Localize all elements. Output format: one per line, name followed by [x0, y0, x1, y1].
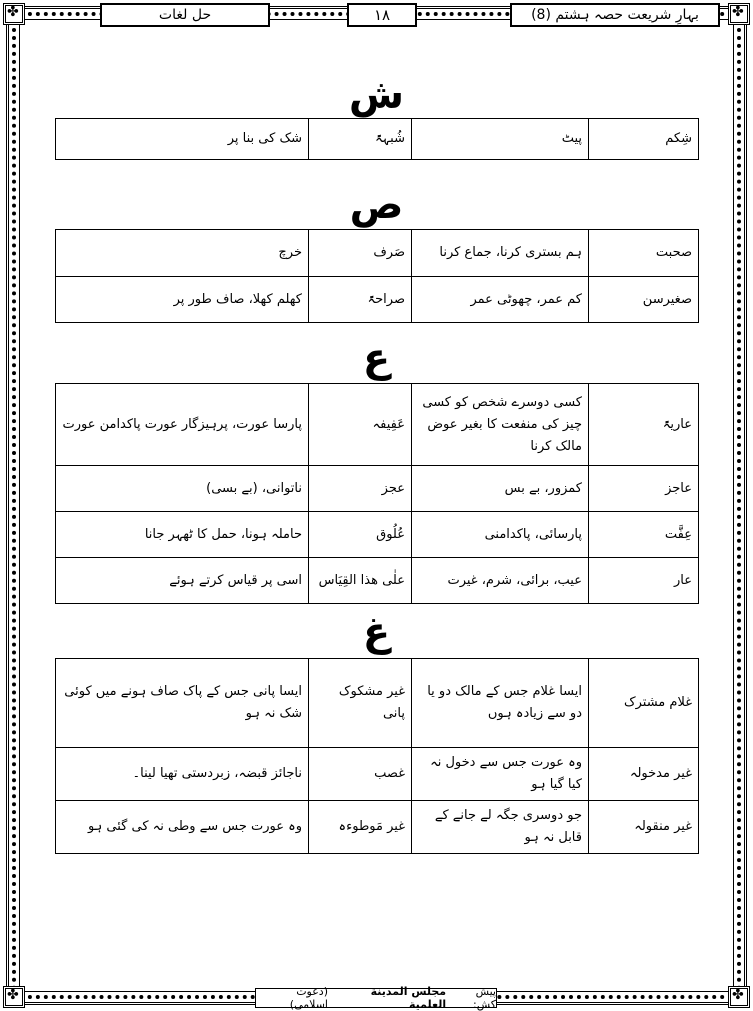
meaning-cell: ایسا پانی جس کے پاک صاف ہونے میں کوئی شک نہ ہو	[56, 659, 309, 748]
meaning-cell: پارسا عورت، پرہیزگار عورت پاکدامن عورت	[56, 384, 309, 466]
footer-org: مجلس المدينة العلمية	[370, 985, 447, 1011]
letter-heading-ain: ع	[362, 335, 391, 381]
table-row	[56, 801, 699, 854]
table-row	[56, 384, 699, 466]
corner-ornament-icon	[3, 3, 25, 25]
meaning-cell: شک کی بنا پر	[56, 119, 309, 160]
term-cell: عجز	[309, 466, 412, 512]
term-cell: شِکم	[589, 119, 699, 160]
term-cell: صَرف	[309, 230, 412, 277]
term-cell: صحبت	[589, 230, 699, 277]
meaning-cell: کھلم کھلا، صاف طور پر	[56, 277, 309, 323]
term-cell: غیر مدخولہ	[589, 748, 699, 801]
publisher-footer	[255, 985, 497, 1011]
term-cell: علٰی ھذا القِیَاس	[309, 558, 412, 604]
term-cell: غیر مَوطوءہ	[309, 801, 412, 854]
term-cell: صغیرسن	[589, 277, 699, 323]
term-cell: عاجز	[589, 466, 699, 512]
glossary-table-saad	[55, 229, 699, 323]
meaning-cell: کم عمر، چھوٹی عمر	[412, 277, 589, 323]
term-cell: غیر مشکوک پانی	[309, 659, 412, 748]
meaning-cell: کمزور، بے بس	[412, 466, 589, 512]
table-row	[56, 659, 699, 748]
meaning-cell: خرچ	[56, 230, 309, 277]
glossary-table-ain	[55, 383, 699, 604]
meaning-cell: ناتوانی، (بے بسی)	[56, 466, 309, 512]
glossary-table-sheen	[55, 118, 699, 160]
meaning-cell: وہ عورت جس سے دخول نہ کیا گیا ہو	[412, 748, 589, 801]
term-cell: صراحۃً	[309, 277, 412, 323]
book-title: بہارِ شریعت حصہ ہشتم (8)	[510, 3, 720, 27]
meaning-cell: پیٹ	[412, 119, 589, 160]
table-row	[56, 230, 699, 277]
meaning-cell: ہم بستری کرنا، جماع کرنا	[412, 230, 589, 277]
section-title: حل لغات	[100, 3, 270, 27]
term-cell: عَفِیفہ	[309, 384, 412, 466]
page-number: ۱۸	[347, 3, 417, 27]
footer-prefix: پیش کش:	[473, 985, 496, 1011]
glossary-table-ghain	[55, 658, 699, 854]
corner-ornament-icon	[728, 3, 750, 25]
term-cell: عِفَّت	[589, 512, 699, 558]
term-cell: شُبہۃً	[309, 119, 412, 160]
letter-heading-sheen: ش	[348, 72, 405, 118]
term-cell: عار	[589, 558, 699, 604]
table-row	[56, 748, 699, 801]
table-row	[56, 277, 699, 323]
letter-heading-saad: ص	[349, 182, 404, 228]
term-cell: عاریۃً	[589, 384, 699, 466]
meaning-cell: حاملہ ہونا، حمل کا ٹھہر جانا	[56, 512, 309, 558]
meaning-cell: ناجائز قبضہ، زبردستی تھیا لینا۔	[56, 748, 309, 801]
meaning-cell: پارسائی، پاکدامنی	[412, 512, 589, 558]
term-cell: عُلُوق	[309, 512, 412, 558]
letter-heading-ghain: غ	[362, 609, 391, 655]
meaning-cell: جو دوسری جگہ لے جانے کے قابل نہ ہو	[412, 801, 589, 854]
meaning-cell: عیب، برائی، شرم، غیرت	[412, 558, 589, 604]
table-row	[56, 466, 699, 512]
table-row	[56, 512, 699, 558]
term-cell: غصب	[309, 748, 412, 801]
meaning-cell: ایسا غلام جس کے مالک دو یا دو سے زیادہ ہوں	[412, 659, 589, 748]
corner-ornament-icon	[3, 986, 25, 1008]
table-row	[56, 558, 699, 604]
meaning-cell: کسی دوسرے شخص کو کسی چیز کی منفعت کا بغیر عوض مالک کرنا	[412, 384, 589, 466]
footer-suffix: (دعوت اسلامی)	[289, 985, 328, 1011]
term-cell: غلام مشترک	[589, 659, 699, 748]
meaning-cell: وہ عورت جس سے وطی نہ کی گئی ہو	[56, 801, 309, 854]
corner-ornament-icon	[728, 986, 750, 1008]
meaning-cell: اسی پر قیاس کرتے ہوئے	[56, 558, 309, 604]
term-cell: غیر منقولہ	[589, 801, 699, 854]
table-row	[56, 119, 699, 160]
